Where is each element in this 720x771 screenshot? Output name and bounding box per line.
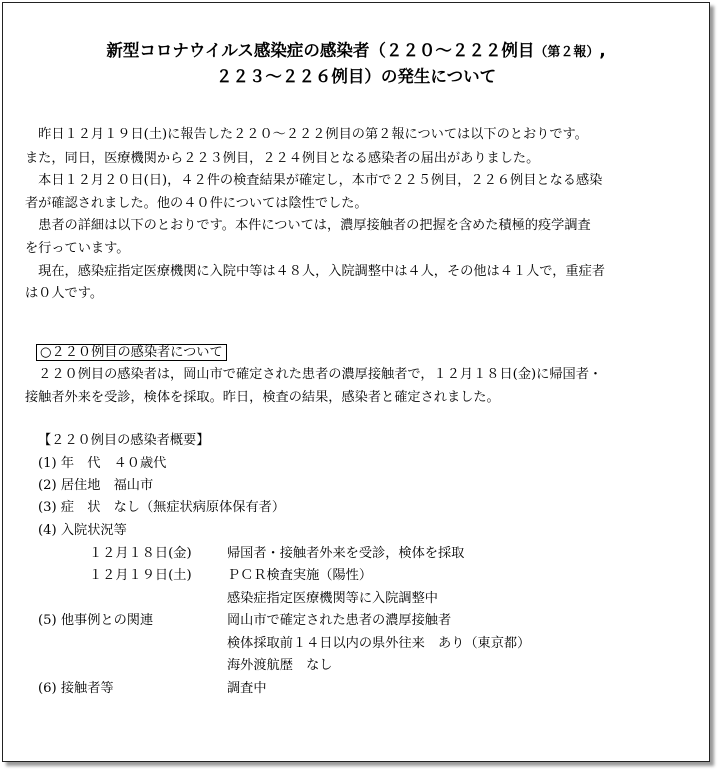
summary-age: (1) 年 代 ４０歳代 <box>38 456 167 471</box>
hospital-event: ＰＣＲ検査実施（陽性） <box>227 568 373 583</box>
intro-line: 現在，感染症指定医療機関に入院中等は４８人，入院調整中は４人，その他は４１人で，重症者 <box>25 264 605 279</box>
title-report-number: （第２報） <box>534 45 600 60</box>
summary-hospital-label: (4) 入院状況等 <box>38 523 127 538</box>
document-page <box>2 2 710 762</box>
intro-line: は０人です。 <box>25 286 104 301</box>
case-heading <box>36 345 227 361</box>
intro-line: また，同日，医療機関から２２３例目，２２４例目となる感染者の届出がありました。 <box>25 151 540 166</box>
hospital-event: 感染症指定医療機関等に入院調整中 <box>227 591 438 606</box>
title-main: 新型コロナウイルス感染症の感染者（２２０～２２２例目 <box>106 41 535 60</box>
hospital-event: 帰国者・接触者外来を受診，検体を採取 <box>227 546 465 561</box>
intro-line: 昨日１２月１９日(土)に報告した２２０～２２２例目の第２報については以下のとおりです。 <box>25 127 588 142</box>
summary-contacts-label: (6) 接触者等 <box>38 681 114 696</box>
case-desc-line: ２２０例目の感染者は，岡山市で確定された患者の濃厚接触者で，１２月１８日(金)に帰国者・ <box>25 367 603 382</box>
title-line-1 <box>3 37 709 61</box>
contacts-value: 調査中 <box>227 681 267 696</box>
summary-relation-label: (5) 他事例との関連 <box>38 613 154 628</box>
intro-line: 者が確認されました。他の４０件については陰性でした。 <box>25 196 368 211</box>
relation-line: 検体採取前１４日以内の県外往来 あり（東京都） <box>227 636 531 651</box>
case-desc-line: 接触者外来を受診，検体を採取。昨日，検査の結果，感染者と確定されました。 <box>25 390 500 405</box>
intro-line: を行っています。 <box>25 241 130 256</box>
summary-heading: 【２２０例目の感染者概要】 <box>38 433 210 448</box>
intro-line: 患者の詳細は以下のとおりです。本件については，濃厚接触者の把握を含めた積極的疫学調査 <box>25 218 591 233</box>
title-line-2: ２２３～２２６例目）の発生について <box>215 67 497 86</box>
hospital-date: １２月１８日(金) <box>89 546 192 561</box>
summary-symptoms: (3) 症 状 なし（無症状病原体保有者） <box>38 500 286 515</box>
intro-line: 本日１２月２０日(日)，４２件の検査結果が確定し，本市で２２５例目，２２６例目となる感染 <box>25 173 603 188</box>
title-comma: , <box>599 41 606 60</box>
case-heading-text: ○２２０例目の感染者について <box>36 344 227 361</box>
summary-residence: (2) 居住地 福山市 <box>38 478 154 493</box>
relation-line: 岡山市で確定された患者の濃厚接触者 <box>227 613 452 628</box>
relation-line: 海外渡航歴 なし <box>227 658 333 673</box>
hospital-date: １２月１９日(土) <box>89 568 192 583</box>
